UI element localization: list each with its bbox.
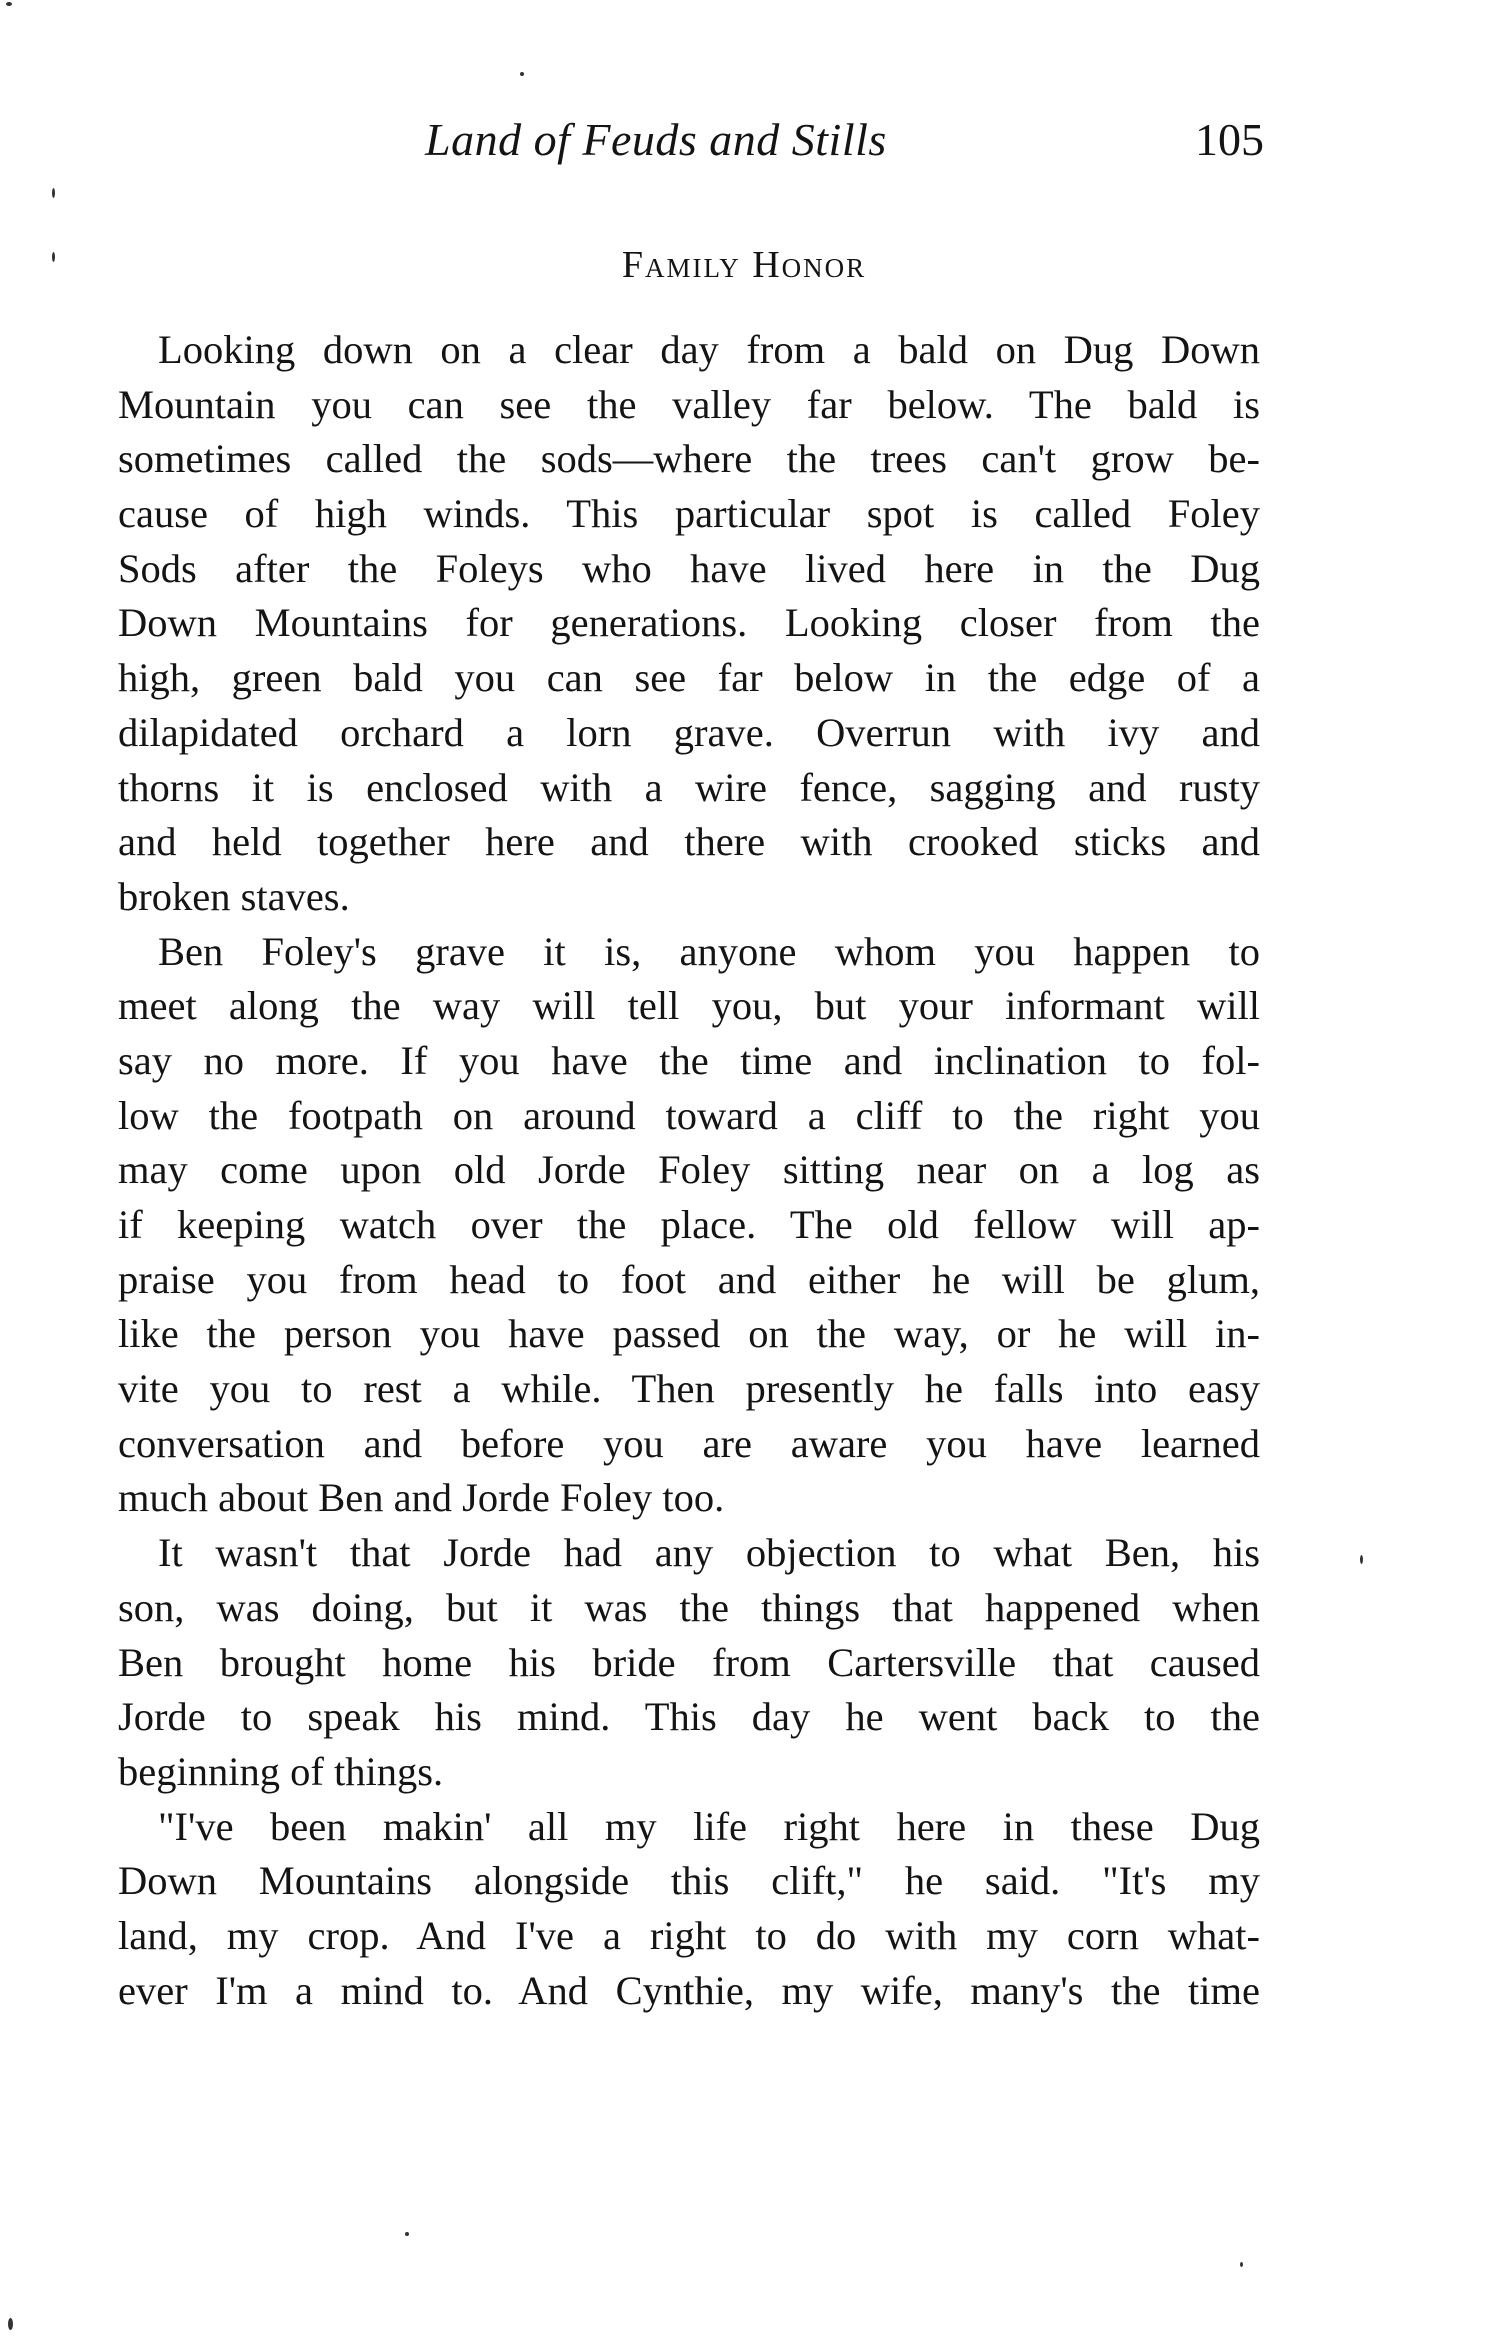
paragraph-1 <box>118 323 1260 925</box>
scan-speck <box>1240 2262 1243 2267</box>
body-text <box>118 323 1260 2018</box>
text-line: son, was doing, but it was the things that happened when <box>118 1584 1260 1630</box>
text-line: praise you from head to foot and either he will be glum, <box>118 1256 1260 1302</box>
text-line: conversation and before you are aware you have learned <box>118 1420 1260 1466</box>
scan-speck <box>8 2318 13 2330</box>
text-line: may come upon old Jorde Foley sitting near on a log as <box>118 1147 1260 1193</box>
scan-speck <box>6 2 12 6</box>
running-head <box>0 108 1488 172</box>
running-title: Land of Feuds and Stills <box>425 114 887 165</box>
paragraph-2 <box>118 925 1260 1527</box>
text-line: high, green bald you can see far below in the edge of a <box>118 655 1260 701</box>
text-line: and held together here and there with crooked sticks and <box>118 819 1260 865</box>
scan-speck <box>52 252 55 262</box>
text-line: broken staves. <box>118 873 350 919</box>
page-number: 105 <box>1195 114 1264 165</box>
text-line: Ben brought home his bride from Cartersville that caused <box>118 1639 1260 1685</box>
text-line: like the person you have passed on the way, or he will in- <box>118 1311 1260 1357</box>
paragraph-4 <box>118 1800 1260 2019</box>
text-line: "I've been makin' all my life right here in these Dug <box>158 1803 1260 1849</box>
text-line: meet along the way will tell you, but your informant will <box>118 983 1260 1029</box>
text-line: much about Ben and Jorde Foley too. <box>118 1475 725 1521</box>
text-line: Jorde to speak his mind. This day he went back to the <box>118 1694 1260 1740</box>
text-line: land, my crop. And I've a right to do with my corn what- <box>118 1912 1260 1958</box>
text-line: beginning of things. <box>118 1748 444 1794</box>
text-line: ever I'm a mind to. And Cynthie, my wife, many's the time <box>118 1967 1260 2013</box>
text-line: vite you to rest a while. Then presently he falls into easy <box>118 1366 1260 1412</box>
scan-speck <box>405 2232 409 2236</box>
paragraph-3 <box>118 1526 1260 1799</box>
scan-speck <box>1360 1555 1363 1564</box>
text-line: if keeping watch over the place. The old fellow will ap- <box>118 1202 1260 1247</box>
text-line: Down Mountains for generations. Looking closer from the <box>118 600 1260 646</box>
text-line: It wasn't that Jorde had any objection to what Ben, his <box>158 1530 1260 1576</box>
scan-speck <box>520 72 524 76</box>
text-line: Down Mountains alongside this clift," he said. "It's my <box>118 1858 1260 1904</box>
text-line: sometimes called the sods—where the trees can't grow be- <box>118 436 1260 482</box>
section-title: Family Honor <box>621 244 867 286</box>
text-line: low the footpath on around toward a cliff to the right you <box>118 1092 1260 1138</box>
text-line: say no more. If you have the time and inclination to fol- <box>118 1037 1260 1083</box>
scan-speck <box>52 188 55 198</box>
text-line: cause of high winds. This particular spot is called Foley <box>118 491 1260 537</box>
text-line: Looking down on a clear day from a bald on Dug Down <box>158 327 1260 372</box>
text-line: Ben Foley's grave it is, anyone whom you happen to <box>158 928 1260 974</box>
text-line: Sods after the Foleys who have lived here in the Dug <box>118 545 1260 591</box>
text-line: dilapidated orchard a lorn grave. Overrun with ivy and <box>118 709 1260 755</box>
text-line: Mountain you can see the valley far below. The bald is <box>118 381 1260 427</box>
text-line: thorns it is enclosed with a wire fence, sagging and rusty <box>118 764 1260 810</box>
